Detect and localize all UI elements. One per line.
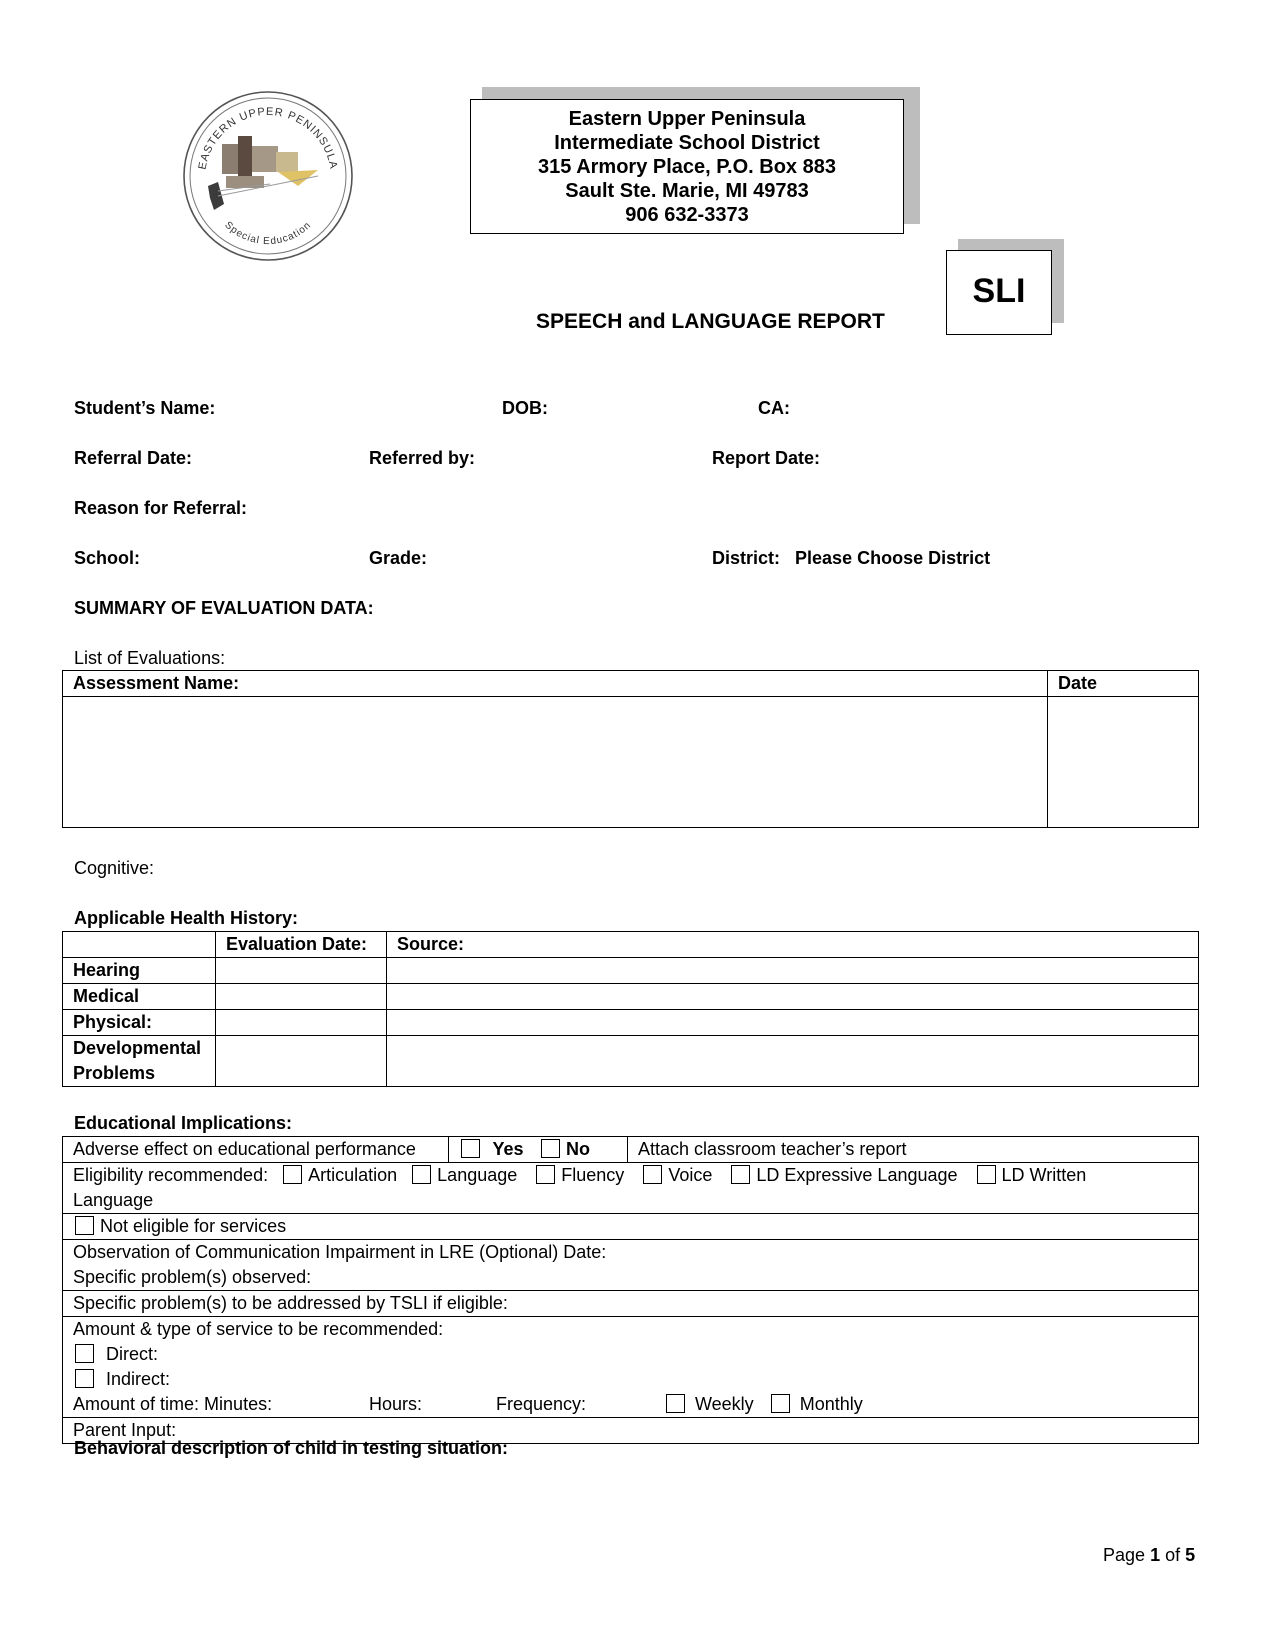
hearing-row-label: Hearing [63, 958, 216, 984]
monthly-checkbox[interactable] [771, 1394, 790, 1413]
indirect-label: Indirect: [106, 1369, 171, 1389]
page-word: Page [1103, 1545, 1146, 1565]
ld-expressive-language-checkbox[interactable] [731, 1165, 750, 1184]
assessment-name-header: Assessment Name: [63, 671, 1048, 697]
district-address: 315 Armory Place, P.O. Box 883 [538, 156, 836, 178]
language-checkbox[interactable] [412, 1165, 431, 1184]
district-logo [178, 86, 358, 266]
yes-label: Yes [492, 1139, 524, 1159]
hearing-source-cell[interactable] [387, 958, 1199, 984]
voice-checkbox[interactable] [643, 1165, 662, 1184]
evaluations-table [62, 670, 1199, 828]
ld-written-language-checkbox[interactable] [977, 1165, 996, 1184]
page-number [1103, 1545, 1195, 1566]
total-pages: 5 [1185, 1545, 1196, 1565]
direct-label: Direct: [106, 1344, 159, 1364]
no-label: No [566, 1139, 591, 1159]
list-evaluations-label: List of Evaluations: [74, 648, 226, 668]
not-eligible-label: Not eligible for services [100, 1216, 287, 1236]
behavioral-description-heading: Behavioral description of child in testing situation: [74, 1438, 509, 1458]
not-eligible-row [63, 1214, 1199, 1240]
eligibility-label: Eligibility recommended: [73, 1165, 269, 1185]
referral-date-label: Referral Date: [74, 448, 193, 468]
developmental-row-label [63, 1036, 216, 1087]
physical-row-label: Physical: [63, 1010, 216, 1036]
health-history-heading: Applicable Health History: [74, 908, 299, 928]
medical-date-cell[interactable] [216, 984, 387, 1010]
yes-no-group [449, 1137, 628, 1162]
observation-row [63, 1240, 1199, 1291]
current-page: 1 [1150, 1545, 1161, 1565]
developmental-source-cell[interactable] [387, 1036, 1199, 1087]
grade-label: Grade: [369, 548, 428, 568]
svg-text:EASTERN UPPER PENINSULA: EASTERN UPPER PENINSULA [196, 105, 340, 171]
school-label: School: [74, 548, 140, 568]
articulation-checkbox[interactable] [283, 1165, 302, 1184]
direct-checkbox[interactable] [75, 1344, 94, 1363]
assessment-name-cell[interactable] [63, 697, 1048, 828]
educational-implications-table [62, 1136, 1199, 1444]
parent-input-label: Parent Input: [73, 1420, 177, 1440]
specific-addressed-row [63, 1291, 1199, 1317]
adverse-effect-row [63, 1137, 1199, 1163]
medical-row-label: Medical [63, 984, 216, 1010]
adverse-effect-label: Adverse effect on educational performance [63, 1137, 449, 1162]
district-dropdown[interactable]: Please Choose District [795, 548, 991, 568]
source-header: Source: [387, 932, 1199, 958]
specific-observed-label: Specific problem(s) observed: [73, 1267, 312, 1287]
developmental-date-cell[interactable] [216, 1036, 387, 1087]
sli-badge: SLI [946, 250, 1052, 335]
articulation-label: Articulation [308, 1165, 398, 1185]
developmental-line2: Problems [73, 1063, 156, 1083]
svg-text:Special Education: Special Education [222, 219, 314, 248]
summary-heading: SUMMARY OF EVALUATION DATA: [74, 598, 374, 618]
district-field [712, 546, 990, 570]
referred-by-label: Referred by: [369, 448, 476, 468]
specific-addressed-label: Specific problem(s) to be addressed by TSLI if eligible: [73, 1293, 508, 1313]
amount-type-label: Amount & type of service to be recommended: [73, 1319, 444, 1339]
physical-date-cell[interactable] [216, 1010, 387, 1036]
ld-expressive-language-label: LD Expressive Language [756, 1165, 958, 1185]
health-history-table [62, 931, 1199, 1087]
student-name-label: Student’s Name: [74, 398, 216, 418]
cognitive-label: Cognitive: [74, 858, 155, 878]
district-label: District: [712, 548, 781, 568]
ld-written-label: LD Written [1001, 1165, 1087, 1185]
district-name-line1: Eastern Upper Peninsula [568, 108, 806, 130]
ca-label: CA: [758, 398, 790, 418]
evaluation-date-header: Evaluation Date: [216, 932, 387, 958]
no-checkbox[interactable] [541, 1139, 560, 1158]
hearing-date-cell[interactable] [216, 958, 387, 984]
district-phone: 906 632-3373 [625, 204, 749, 226]
amount-time-label: Amount of time: Minutes: [73, 1394, 273, 1414]
reason-referral-label: Reason for Referral: [74, 498, 248, 518]
eligibility-row [63, 1163, 1199, 1214]
hours-label: Hours: [369, 1394, 423, 1414]
medical-source-cell[interactable] [387, 984, 1199, 1010]
of-word: of [1165, 1545, 1181, 1565]
fluency-label: Fluency [561, 1165, 625, 1185]
report-title: SPEECH and LANGUAGE REPORT [536, 310, 885, 333]
weekly-label: Weekly [695, 1394, 754, 1414]
assessment-date-cell[interactable] [1048, 697, 1199, 828]
report-date-label: Report Date: [712, 448, 821, 468]
district-city: Sault Ste. Marie, MI 49783 [565, 180, 809, 202]
health-corner-cell [63, 932, 216, 958]
educational-implications-heading: Educational Implications: [74, 1113, 293, 1133]
ld-written-wrap-label: Language [73, 1190, 154, 1210]
weekly-checkbox[interactable] [666, 1394, 685, 1413]
district-name-line2: Intermediate School District [554, 132, 820, 154]
frequency-label: Frequency: [496, 1394, 587, 1414]
voice-label: Voice [668, 1165, 713, 1185]
not-eligible-checkbox[interactable] [75, 1216, 94, 1235]
attach-report-label: Attach classroom teacher’s report [638, 1139, 907, 1159]
district-address-box [470, 99, 904, 234]
physical-source-cell[interactable] [387, 1010, 1199, 1036]
language-label: Language [437, 1165, 518, 1185]
developmental-line1: Developmental [73, 1038, 202, 1058]
fluency-checkbox[interactable] [536, 1165, 555, 1184]
service-recommendation-row [63, 1317, 1199, 1418]
dob-label: DOB: [502, 398, 548, 418]
indirect-checkbox[interactable] [75, 1369, 94, 1388]
date-header: Date [1048, 671, 1199, 697]
observation-label: Observation of Communication Impairment in LRE (Optional) Date: [73, 1242, 607, 1262]
monthly-label: Monthly [799, 1394, 863, 1414]
yes-checkbox[interactable] [461, 1139, 480, 1158]
